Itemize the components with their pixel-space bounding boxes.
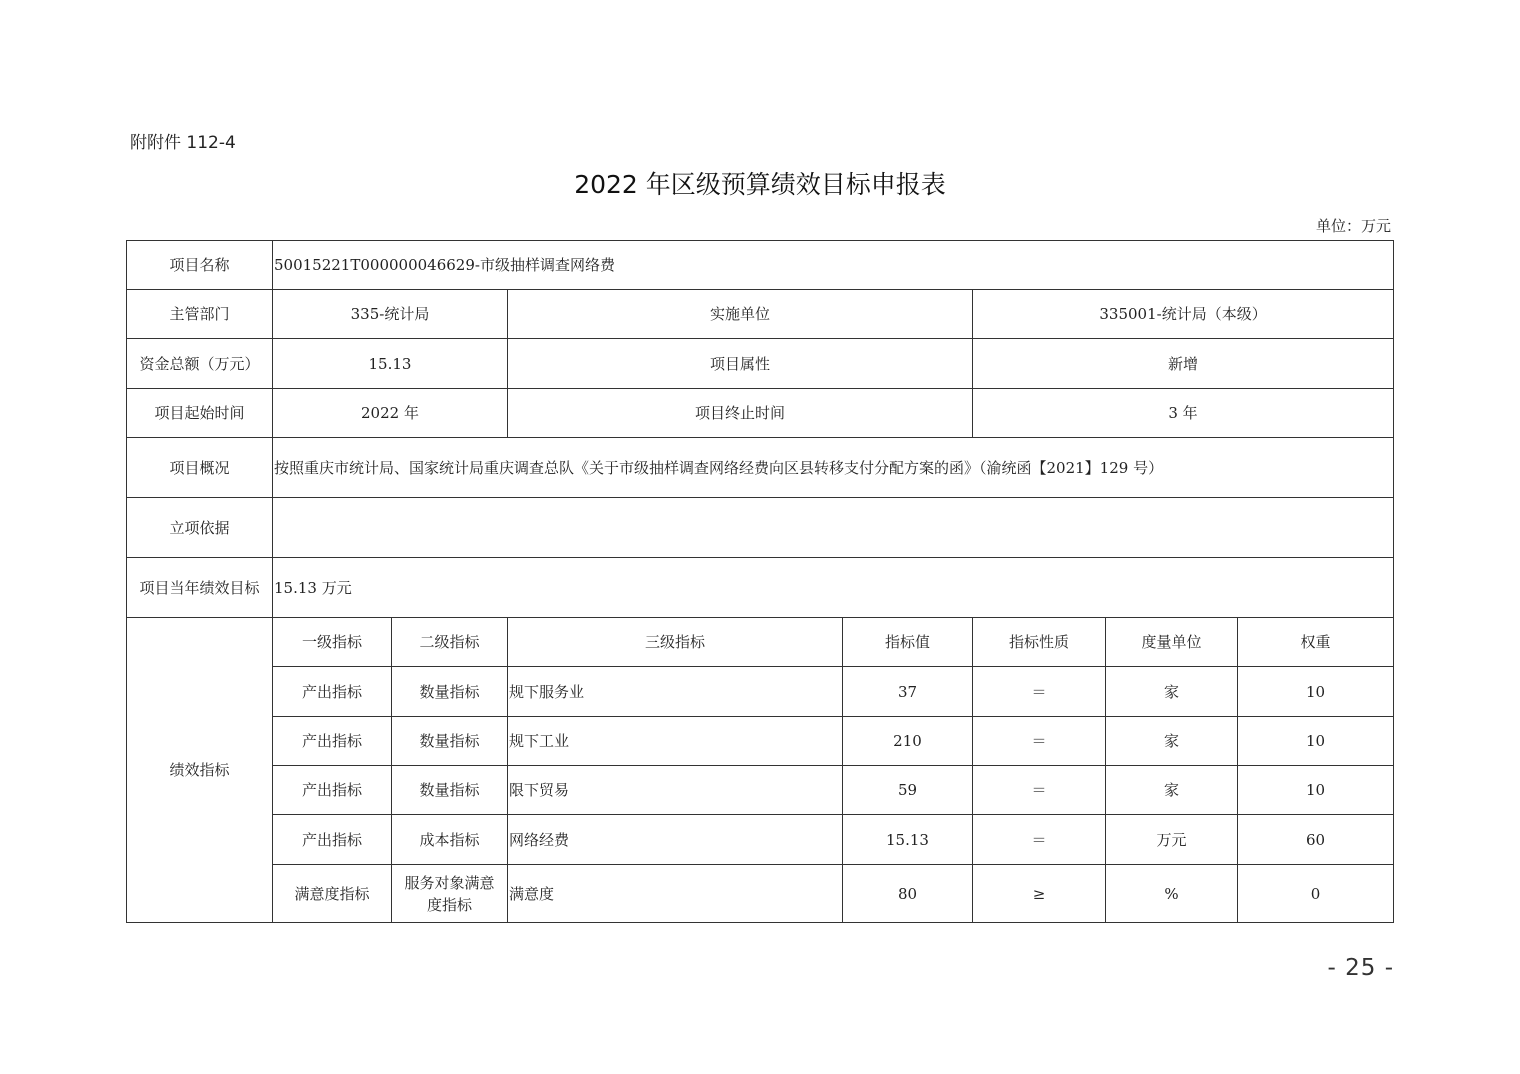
unit-cell: 家: [1106, 667, 1238, 717]
level3-cell: 限下贸易: [508, 766, 843, 815]
level3-cell: 规下工业: [508, 717, 843, 766]
header-nature: 指标性质: [973, 618, 1106, 667]
value-cell: 210: [843, 717, 973, 766]
attr-value: 新增: [973, 339, 1394, 389]
basis-label: 立项依据: [127, 498, 273, 558]
weight-cell: 60: [1238, 815, 1394, 865]
weight-cell: 10: [1238, 766, 1394, 815]
header-level3: 三级指标: [508, 618, 843, 667]
unit-cell: %: [1106, 865, 1238, 923]
row-fund: [127, 339, 1394, 389]
project-name-value: 50015221T000000046629-市级抽样调查网络费: [273, 241, 1394, 290]
goal-label: 项目当年绩效目标: [127, 558, 273, 618]
impl-unit-label: 实施单位: [508, 290, 973, 339]
dept-value: 335-统计局: [273, 290, 508, 339]
indicator-row: [127, 667, 1394, 717]
unit-label: 单位：万元: [1315, 217, 1391, 235]
budget-target-form: [126, 240, 1394, 923]
nature-cell: ＝: [973, 717, 1106, 766]
header-level1: 一级指标: [273, 618, 392, 667]
row-department: [127, 290, 1394, 339]
unit-cell: 家: [1106, 717, 1238, 766]
unit-cell: 万元: [1106, 815, 1238, 865]
level1-cell: 产出指标: [273, 667, 392, 717]
level2-cell: 数量指标: [392, 667, 508, 717]
overview-label: 项目概况: [127, 438, 273, 498]
basis-value: [273, 498, 1394, 558]
nature-cell: ≥: [973, 865, 1106, 923]
weight-cell: 0: [1238, 865, 1394, 923]
attachment-label: 附附件 112-4: [130, 133, 236, 153]
page-title: 2022 年区级预算绩效目标申报表: [574, 170, 946, 199]
fund-value: 15.13: [273, 339, 508, 389]
header-unit: 度量单位: [1106, 618, 1238, 667]
project-name-label: 项目名称: [127, 241, 273, 290]
overview-value: 按照重庆市统计局、国家统计局重庆调查总队《关于市级抽样调查网络经费向区县转移支付分配方案的函》（渝统函【2021】129 号）: [273, 438, 1394, 498]
nature-cell: ＝: [973, 766, 1106, 815]
unit-cell: 家: [1106, 766, 1238, 815]
level3-cell: 规下服务业: [508, 667, 843, 717]
indicator-row: [127, 717, 1394, 766]
row-overview: [127, 438, 1394, 498]
level2-cell: 数量指标: [392, 717, 508, 766]
level2-cell: 成本指标: [392, 815, 508, 865]
level1-cell: 产出指标: [273, 717, 392, 766]
goal-value: 15.13 万元: [273, 558, 1394, 618]
indicator-section-label: 绩效指标: [127, 618, 273, 923]
end-time-label: 项目终止时间: [508, 389, 973, 438]
nature-cell: ＝: [973, 815, 1106, 865]
row-project-name: [127, 241, 1394, 290]
start-time-label: 项目起始时间: [127, 389, 273, 438]
end-time-value: 3 年: [973, 389, 1394, 438]
weight-cell: 10: [1238, 667, 1394, 717]
row-goal: [127, 558, 1394, 618]
attr-label: 项目属性: [508, 339, 973, 389]
level2-cell: 服务对象满意度指标: [392, 865, 508, 923]
indicator-header-row: [127, 618, 1394, 667]
indicator-row: [127, 865, 1394, 923]
nature-cell: ＝: [973, 667, 1106, 717]
start-time-value: 2022 年: [273, 389, 508, 438]
level2-cell: 数量指标: [392, 766, 508, 815]
value-cell: 80: [843, 865, 973, 923]
row-time: [127, 389, 1394, 438]
header-level2: 二级指标: [392, 618, 508, 667]
value-cell: 15.13: [843, 815, 973, 865]
header-weight: 权重: [1238, 618, 1394, 667]
fund-label: 资金总额（万元）: [127, 339, 273, 389]
level1-cell: 满意度指标: [273, 865, 392, 923]
dept-label: 主管部门: [127, 290, 273, 339]
level1-cell: 产出指标: [273, 815, 392, 865]
weight-cell: 10: [1238, 717, 1394, 766]
impl-unit-value: 335001-统计局（本级）: [973, 290, 1394, 339]
level3-cell: 满意度: [508, 865, 843, 923]
row-basis: [127, 498, 1394, 558]
level3-cell: 网络经费: [508, 815, 843, 865]
value-cell: 37: [843, 667, 973, 717]
indicator-row: [127, 766, 1394, 815]
value-cell: 59: [843, 766, 973, 815]
indicator-row: [127, 815, 1394, 865]
header-value: 指标值: [843, 618, 973, 667]
page-number: - 25 -: [1327, 955, 1394, 981]
level1-cell: 产出指标: [273, 766, 392, 815]
